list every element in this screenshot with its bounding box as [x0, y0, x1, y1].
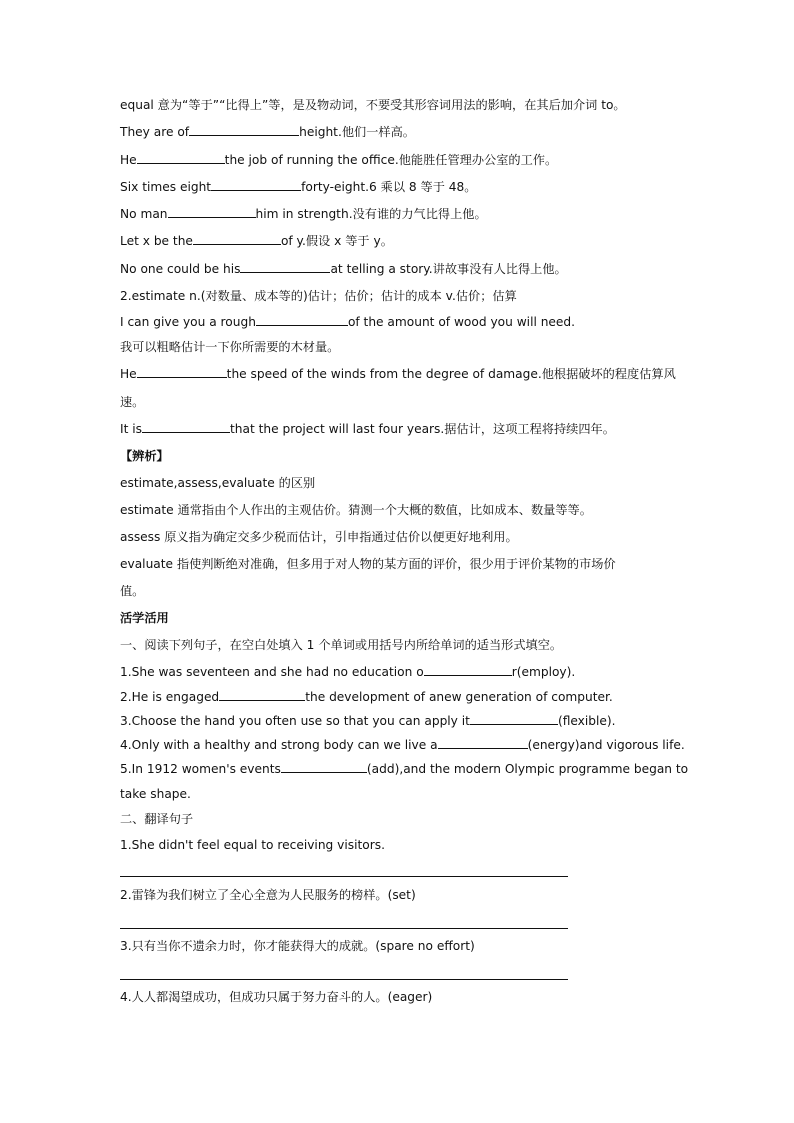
exercise-line — [120, 365, 684, 383]
text-line — [120, 528, 684, 546]
translation-prompt: 3.只有当你不遗余力时，你才能获得大的成就。(spare no effort) — [120, 939, 475, 953]
text-before-blank: He — [120, 367, 137, 381]
text-before-blank: 2.He is engaged — [120, 690, 220, 704]
text-before-blank: Six times eight — [120, 180, 212, 194]
text-before-blank: 1.She was seventeen and she had no education o — [120, 665, 424, 679]
continued-text: 速。 — [120, 395, 145, 409]
text-after-blank: r(employ). — [511, 665, 576, 679]
translation-item — [120, 937, 684, 955]
answer-blank[interactable] — [281, 760, 367, 773]
text-line — [120, 393, 684, 411]
text-after-blank: forty-eight.6 乘以 8 等于 48。 — [301, 180, 477, 194]
continued-text: 值。 — [120, 584, 145, 598]
exercise-line — [120, 420, 684, 438]
equal-note: equal 意为“等于”“比得上”等，是及物动词，不要受其形容词用法的影响，在其后加介词 to。 — [120, 98, 626, 112]
analysis-heading: 【辨析】 — [120, 449, 169, 463]
translation-text: 我可以粗略估计一下你所需要的木材量。 — [120, 340, 340, 354]
answer-blank[interactable] — [438, 736, 528, 749]
text-line — [120, 636, 684, 654]
exercise-line — [120, 663, 684, 681]
exercise-line — [120, 232, 684, 250]
text-after-blank: him in strength.没有谁的力气比得上他。 — [255, 207, 487, 221]
exercise-line — [120, 760, 689, 778]
continued-text: take shape. — [120, 787, 191, 801]
text-after-blank: at telling a story.讲故事没有人比得上他。 — [330, 262, 567, 276]
exercise-line — [120, 260, 684, 278]
answer-line[interactable] — [120, 979, 568, 980]
text-before-blank: 3.Choose the hand you often use so that you can apply it — [120, 714, 470, 728]
exercise-line — [120, 688, 684, 706]
translation-item — [120, 836, 684, 854]
answer-blank[interactable] — [142, 420, 230, 433]
answer-blank[interactable] — [137, 365, 227, 378]
translation-prompt: 1.She didn't feel equal to receiving visitors. — [120, 838, 385, 852]
exercise-line — [120, 712, 684, 730]
translation-prompt: 4.人人都渴望成功，但成功只属于努力奋斗的人。(eager) — [120, 990, 433, 1004]
estimate-heading: 2.estimate n.(对数量、成本等的)估计；估价；估计的成本 v.估价；估算 — [120, 289, 517, 303]
practice-heading: 活学活用 — [120, 611, 169, 625]
answer-blank[interactable] — [424, 663, 512, 676]
text-before-blank: 5.In 1912 women's events — [120, 762, 281, 776]
text-before-blank: It is — [120, 422, 142, 436]
text-line — [120, 582, 684, 600]
text-before-blank: 4.Only with a healthy and strong body can we live a — [120, 738, 438, 752]
answer-blank[interactable] — [256, 313, 348, 326]
text-before-blank: I can give you a rough — [120, 315, 256, 329]
translation-prompt: 2.雷锋为我们树立了全心全意为人民服务的榜样。(set) — [120, 888, 416, 902]
text-line — [120, 785, 684, 803]
text-after-blank: the job of running the office.他能胜任管理办公室的工作。 — [224, 153, 558, 167]
answer-blank[interactable] — [168, 205, 256, 218]
section-heading — [120, 447, 684, 465]
exercise-line — [120, 313, 684, 331]
answer-blank[interactable] — [240, 260, 330, 273]
text-line — [120, 555, 684, 573]
exercise-line — [120, 736, 684, 754]
estimate-explanation: estimate 通常指由个人作出的主观估价。猜测一个大概的数值，比如成本、数量等等。 — [120, 503, 592, 517]
answer-blank[interactable] — [137, 151, 225, 164]
answer-line[interactable] — [120, 876, 568, 877]
part-one-instructions: 一、阅读下列句子，在空白处填入 1 个单词或用括号内所给单词的适当形式填空。 — [120, 638, 563, 652]
text-before-blank: No man — [120, 207, 168, 221]
text-line — [120, 96, 684, 114]
answer-blank[interactable] — [219, 688, 305, 701]
text-after-blank: of the amount of wood you will need. — [347, 315, 576, 329]
evaluate-explanation: evaluate 指使判断绝对准确，但多用于对人物的某方面的评价，很少用于评价某物的市场价 — [120, 557, 616, 571]
text-after-blank: that the project will last four years.据估计，这项工程将持续四年。 — [229, 422, 615, 436]
section-heading — [120, 810, 684, 828]
text-after-blank: (flexible). — [557, 714, 616, 728]
exercise-line — [120, 123, 684, 141]
text-after-blank: (add),and the modern Olympic programme began to — [366, 762, 689, 776]
answer-blank[interactable] — [211, 178, 301, 191]
text-after-blank: height.他们一样高。 — [299, 125, 415, 139]
section-heading — [120, 609, 684, 627]
text-after-blank: the development of anew generation of computer. — [305, 690, 613, 704]
text-line — [120, 338, 684, 356]
text-after-blank: (energy)and vigorous life. — [527, 738, 685, 752]
text-before-blank: He — [120, 153, 137, 167]
text-before-blank: No one could be his — [120, 262, 241, 276]
text-after-blank: of y.假设 x 等于 y。 — [280, 234, 393, 248]
answer-blank[interactable] — [470, 712, 558, 725]
text-line — [120, 474, 684, 492]
text-before-blank: Let x be the — [120, 234, 193, 248]
translation-item — [120, 886, 684, 904]
text-line — [120, 287, 684, 305]
exercise-line — [120, 205, 684, 223]
answer-blank[interactable] — [193, 232, 281, 245]
exercise-line — [120, 151, 684, 169]
text-after-blank: the speed of the winds from the degree of damage.他根据破坏的程度估算风 — [226, 367, 676, 381]
text-line — [120, 501, 684, 519]
answer-blank[interactable] — [189, 123, 299, 136]
comparison-title: estimate,assess,evaluate 的区别 — [120, 476, 316, 490]
exercise-line — [120, 178, 684, 196]
assess-explanation: assess 原义指为确定交多少税而估计，引申指通过估价以便更好地利用。 — [120, 530, 518, 544]
text-before-blank: They are of — [120, 125, 190, 139]
part-two-heading: 二、翻译句子 — [120, 812, 194, 826]
answer-line[interactable] — [120, 928, 568, 929]
translation-item — [120, 988, 684, 1006]
